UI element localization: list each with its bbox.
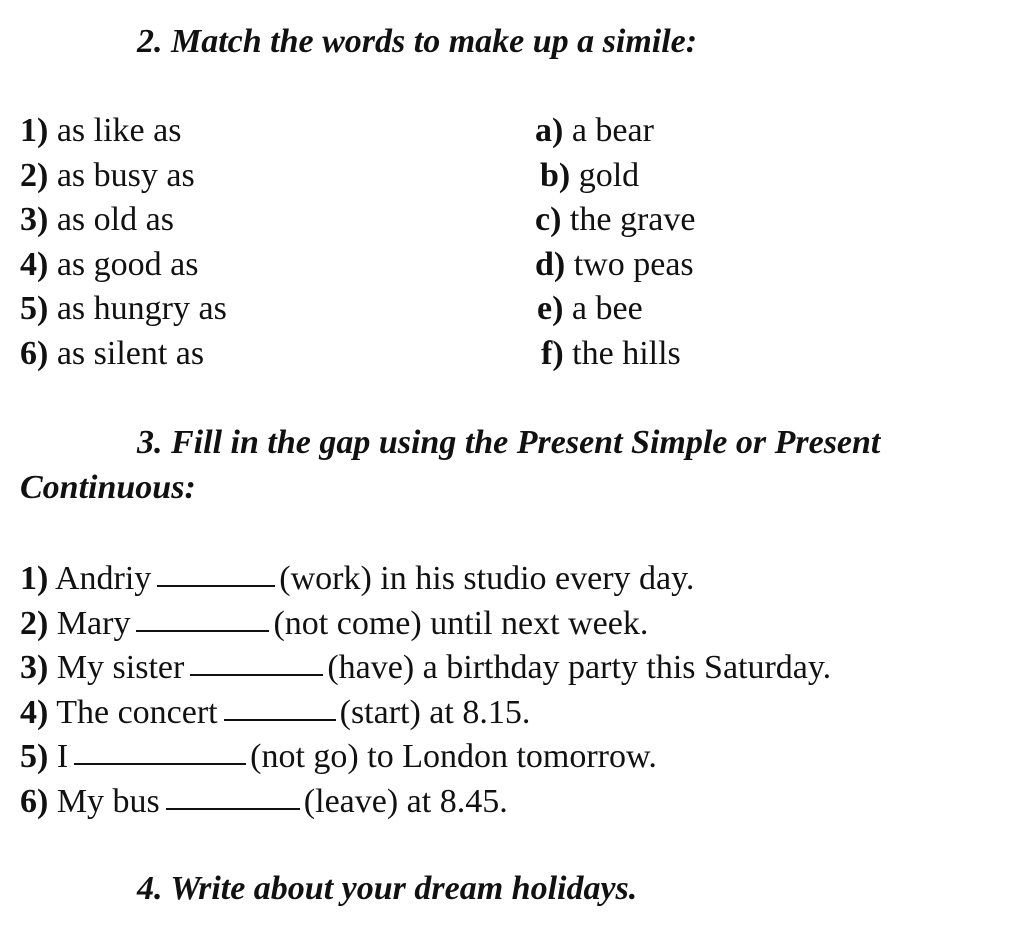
simile-left-item: 2) as busy as	[20, 157, 195, 194]
simile-right-item: e) a bee	[537, 290, 643, 327]
section2-heading: 2. Match the words to make up a simile:	[137, 23, 698, 60]
simile-left-item: 1) as like as	[20, 112, 182, 149]
simile-right-item: d) two peas	[535, 246, 694, 283]
simile-right-item: a) a bear	[535, 112, 654, 149]
fill-gap-item: 2) Mary (not come) until next week.	[20, 602, 648, 644]
fill-gap-item: 1) Andriy (work) in his studio every day.	[20, 557, 694, 599]
answer-blank[interactable]	[136, 600, 269, 632]
answer-blank[interactable]	[190, 644, 323, 676]
fill-gap-item: 4) The concert (start) at 8.15.	[20, 691, 530, 733]
simile-left-item: 5) as hungry as	[20, 290, 227, 327]
section3-heading-line2: Continuous:	[20, 469, 196, 506]
section4-heading: 4. Write about your dream holidays.	[137, 870, 638, 907]
answer-blank[interactable]	[157, 555, 275, 587]
section3-heading-line1: 3. Fill in the gap using the Present Simple or Present	[137, 424, 881, 461]
answer-blank[interactable]	[166, 778, 300, 810]
simile-left-item: 6) as silent as	[20, 335, 205, 372]
answer-blank[interactable]	[224, 689, 336, 721]
fill-gap-item: 3) My sister (have) a birthday party this Saturday.	[20, 646, 831, 688]
simile-right-item: c) the grave	[535, 201, 696, 238]
answer-blank[interactable]	[74, 733, 246, 765]
fill-gap-item: 6) My bus (leave) at 8.45.	[20, 780, 508, 822]
simile-right-item: b) gold	[540, 157, 640, 194]
simile-left-item: 4) as good as	[20, 246, 199, 283]
fill-gap-item: 5) I (not go) to London tomorrow.	[20, 735, 657, 777]
simile-left-item: 3) as old as	[20, 201, 174, 238]
simile-right-item: f) the hills	[541, 335, 681, 372]
